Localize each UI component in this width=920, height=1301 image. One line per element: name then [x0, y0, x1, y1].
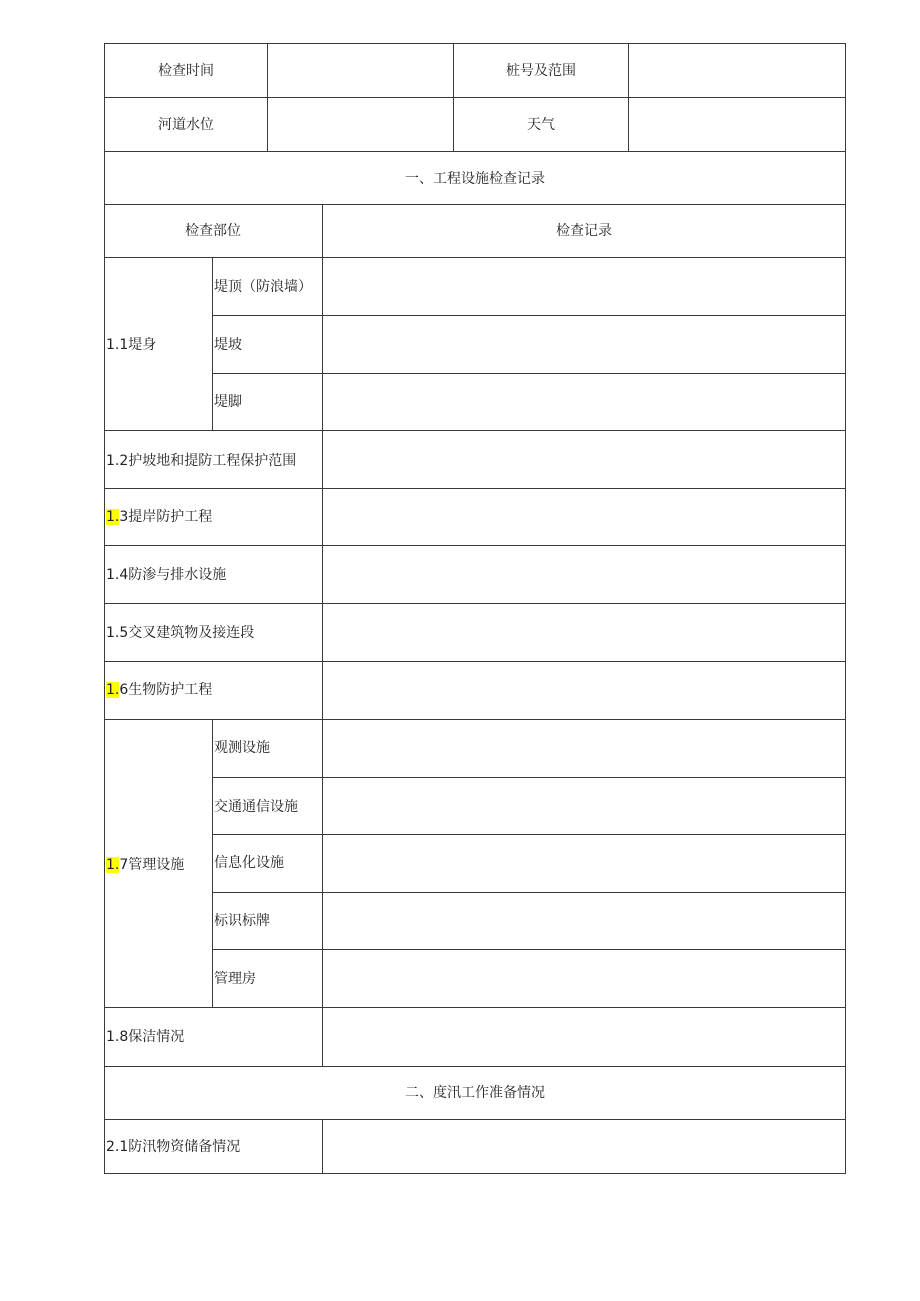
item-1-7-text: 7管理设施 [119, 857, 185, 873]
col-part-header: 检查部位 [185, 223, 241, 239]
item-1-1-sub: 堤脚 [214, 394, 242, 410]
row-border [104, 1066, 846, 1067]
row-border [104, 1173, 846, 1174]
col-border [212, 257, 213, 431]
water-level-label: 河道水位 [158, 117, 214, 133]
row-border [212, 892, 846, 893]
row-border [212, 834, 846, 835]
row-border [104, 545, 846, 546]
section2-title: 二、度汛工作准备情况 [405, 1085, 545, 1101]
section1-title: 一、工程设施检查记录 [405, 171, 545, 187]
row-border [104, 430, 846, 431]
col-border [212, 719, 213, 1008]
item-1-1-sub: 堤顶（防浪墙） [214, 279, 312, 295]
item-1-2-label: 1.2护坡地和提防工程保护范围 [106, 453, 297, 469]
row-border [212, 949, 846, 950]
item-2-1-label: 2.1防汛物资储备情况 [106, 1139, 241, 1155]
highlight-mark: 1. [106, 682, 120, 698]
col-border [104, 43, 105, 1174]
col-border [322, 1119, 323, 1174]
highlight-mark: 1. [106, 857, 120, 873]
row-border [212, 373, 846, 374]
row-border [104, 257, 846, 258]
item-1-3-text: 3提岸防护工程 [119, 509, 213, 525]
row-border [104, 1119, 846, 1120]
item-1-6-label [106, 681, 212, 699]
row-border [212, 315, 846, 316]
row-border [104, 603, 846, 604]
col-border [322, 204, 323, 1067]
item-1-3-label [106, 508, 212, 526]
row-border [104, 488, 846, 489]
row-border [212, 777, 846, 778]
row-border [104, 43, 846, 44]
row-border [104, 661, 846, 662]
row-border [104, 719, 846, 720]
item-1-4-label: 1.4防渗与排水设施 [106, 567, 227, 583]
row-border [104, 151, 846, 152]
row-border [104, 97, 846, 98]
item-1-7-sub: 信息化设施 [214, 855, 284, 871]
item-1-1-text: 堤身 [128, 337, 157, 353]
highlight-mark: 1. [106, 509, 120, 525]
item-1-5-label: 1.5交叉建筑物及接连段 [106, 625, 255, 641]
item-1-7-sub: 观测设施 [214, 740, 270, 756]
item-1-6-text: 6生物防护工程 [119, 682, 213, 698]
item-1-7-sub: 交通通信设施 [214, 799, 298, 815]
weather-label: 天气 [527, 117, 555, 133]
item-1-1-num: 1.1 [106, 337, 129, 353]
item-1-1-sub: 堤坡 [214, 337, 242, 353]
col-border [453, 43, 454, 151]
row-border [104, 204, 846, 205]
station-range-label: 桩号及范围 [506, 63, 576, 79]
item-1-8-label: 1.8保洁情况 [106, 1029, 185, 1045]
col-border [267, 43, 268, 151]
item-1-7-sub: 标识标牌 [214, 913, 270, 929]
item-1-1-label [106, 336, 156, 354]
check-time-label: 检查时间 [158, 63, 214, 79]
col-record-header: 检查记录 [556, 223, 612, 239]
col-border [845, 43, 846, 1174]
row-border [104, 1007, 846, 1008]
item-1-7-sub: 管理房 [214, 971, 256, 987]
col-border [628, 43, 629, 151]
item-1-7-label [106, 856, 184, 874]
